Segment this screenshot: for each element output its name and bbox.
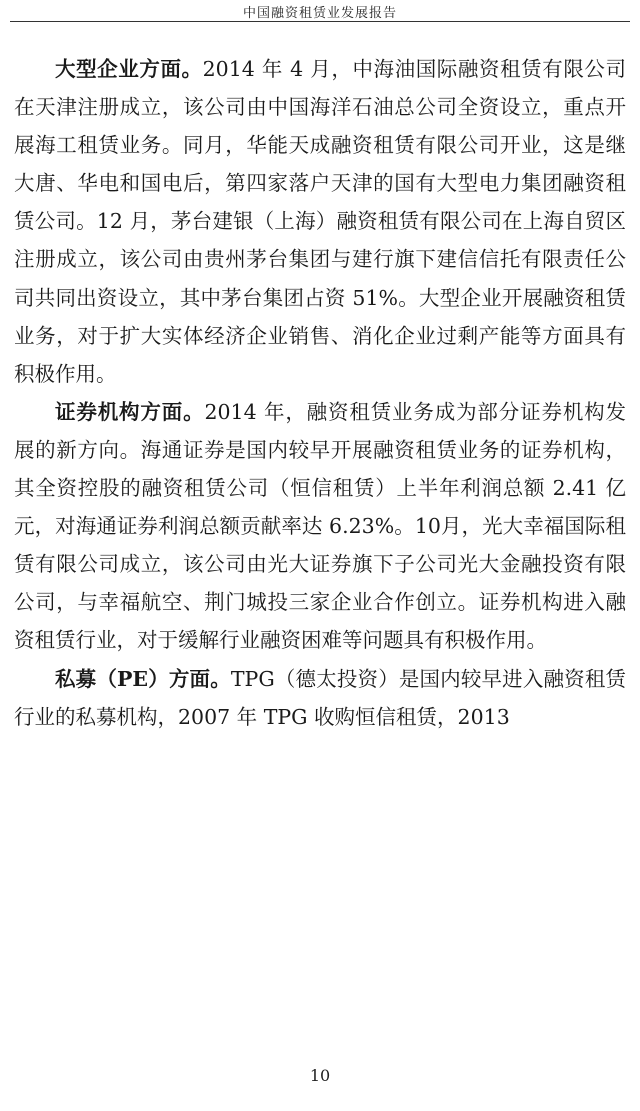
paragraph-heading: 大型企业方面。 bbox=[55, 57, 203, 81]
running-header-title: 中国融资租赁业发展报告 bbox=[242, 6, 397, 21]
body-text bbox=[14, 50, 626, 736]
paragraph-text: TPG（德太投资）是国内较早进入融资租赁行业的私募机构，2007 年 TPG 收购恒信租赁，2013 bbox=[14, 666, 626, 729]
paragraph-securities-institutions bbox=[14, 393, 626, 660]
page-number: 10 bbox=[309, 1066, 331, 1085]
paragraph-large-enterprises bbox=[14, 50, 626, 393]
paragraph-heading: 证券机构方面。 bbox=[55, 399, 205, 424]
header-divider bbox=[10, 21, 630, 22]
paragraph-private-equity bbox=[14, 660, 626, 736]
paragraph-text: 2014 年 4 月，中海油国际融资租赁有限公司在天津注册成立，该公司由中国海洋石油总公司全资设立，重点开展海工租赁业务。同月，华能天成融资租赁有限公司开业，这是继大唐、华电和国电后，第四家落户天津的国有大型电力集团融资租赁公司。12 月，茅台建银（上海）融资租赁有限公司在上海自贸区注册成立，该公司由贵州茅台集团与建行旗下建信信托有限责任公司共同出资设立，其中茅台集团占资 51%。大型企业开展融资租赁业务，对于扩大实体经济企业销售、消化企业过剩产能等方面具有积极作用。 bbox=[14, 57, 627, 386]
paragraph-text: 2014 年，融资租赁业务成为部分证券机构发展的新方向。海通证券是国内较早开展融资租赁业务的证券机构，其全资控股的融资租赁公司（恒信租赁）上半年利润总额 2.41 亿元，对海通证券利润总额贡献率达 6.23%。10月，光大幸福国际租赁有限公司成立，该公司由光大证券旗下子公司光大金融投资有限公司，与幸福航空、荆门城投三家企业合作创立。证券机构进入融资租赁行业，对于缓解行业融资困难等问题具有积极作用。 bbox=[14, 399, 627, 653]
paragraph-heading: 私募（PE）方面。 bbox=[55, 666, 231, 691]
page-header bbox=[0, 0, 640, 24]
